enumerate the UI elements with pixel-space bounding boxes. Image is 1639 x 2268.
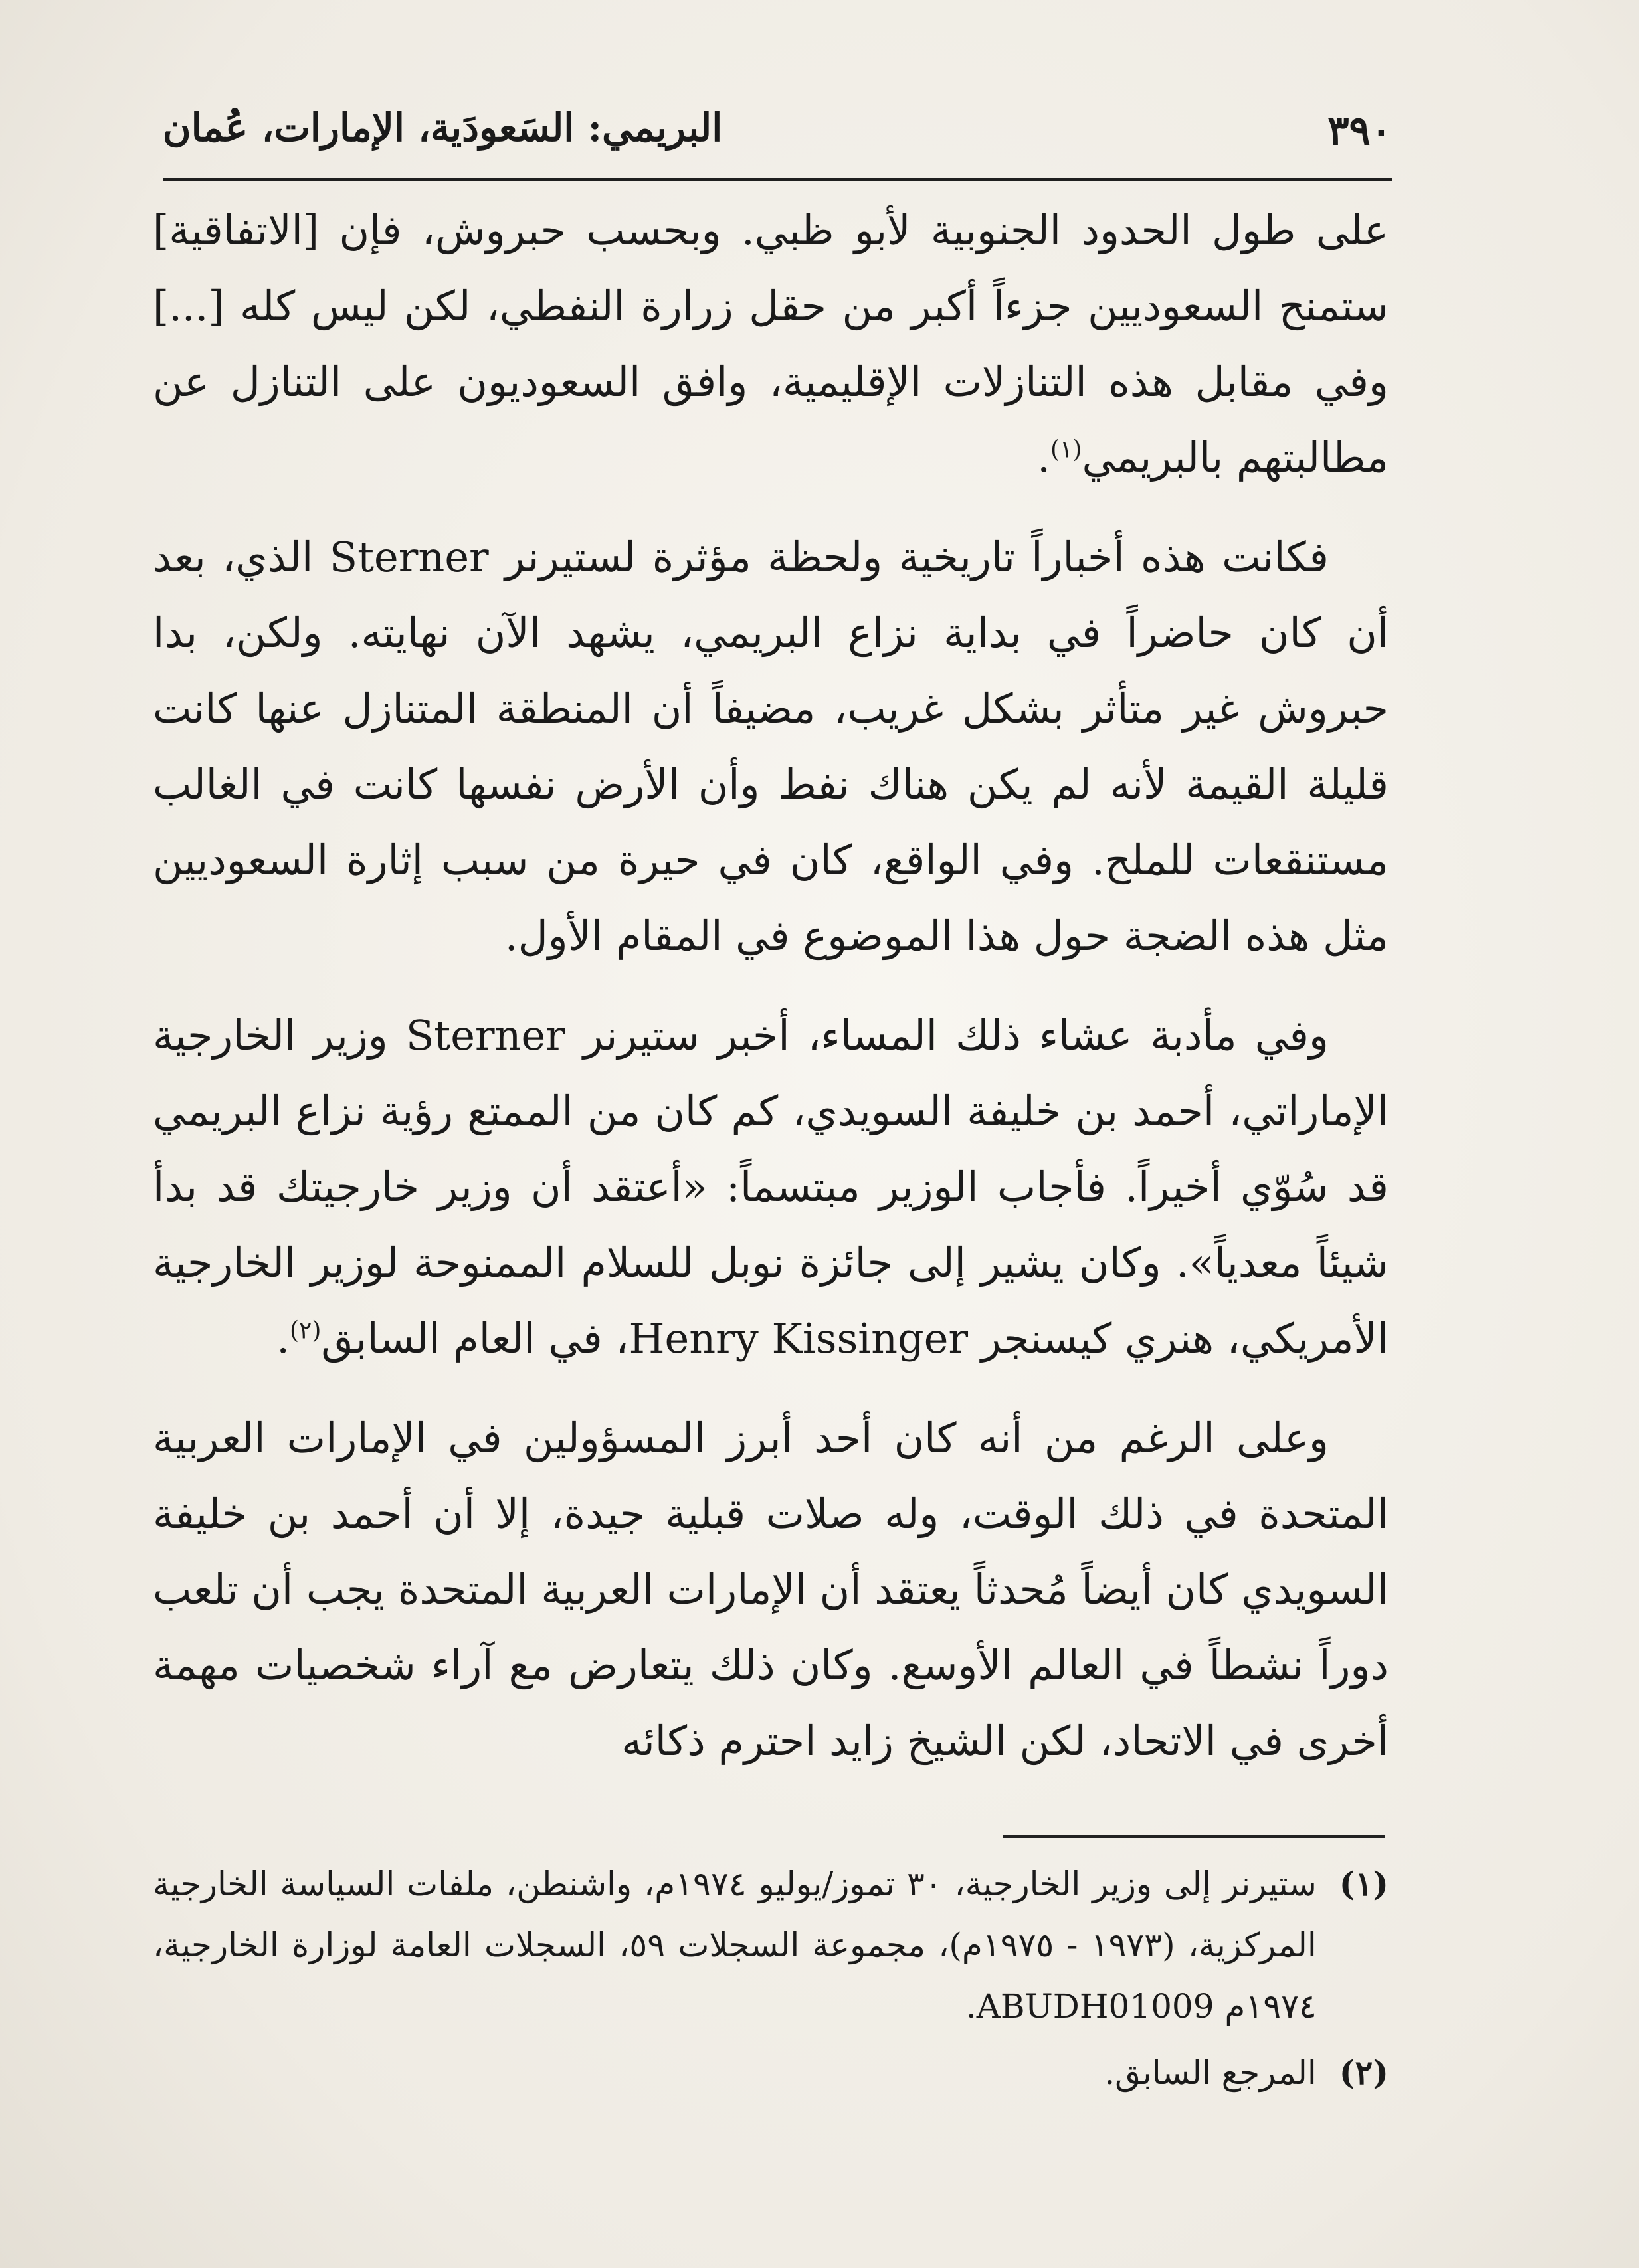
footnote-ref-1: (١) [1050, 436, 1082, 464]
paragraph-3 [153, 998, 1389, 1376]
page-number: ٣٩٠ [1327, 108, 1392, 154]
paragraph-3-end: . [276, 1314, 290, 1363]
paragraph-1-end: . [1037, 433, 1050, 482]
footnote-1-text: ستيرنر إلى وزير الخارجية، ٣٠ تموز/يوليو ١٩٧٤م، واشنطن، ملفات السياسة الخارجية المركزية، (١٩٧٣ - ١٩٧٥م)، مجموعة السجلات ٥٩، السجلات العامة لوزارة الخارجية، ١٩٧٤م ABUDH01009. [153, 1865, 1317, 2026]
footnotes [153, 1853, 1389, 2109]
footnote-2-number: (٢) [1339, 2053, 1389, 2092]
footnote-2-text: المرجع السابق. [1104, 2053, 1317, 2092]
footnote-ref-2: (٢) [289, 1317, 322, 1345]
running-header [163, 100, 1392, 181]
footnote-1 [153, 1853, 1389, 2037]
footnote-1-number: (١) [1339, 1864, 1389, 1903]
header-title: البريمي: السَعودَية، الإمارات، عُمان [163, 105, 723, 150]
paragraph-3-text: وفي مأدبة عشاء ذلك المساء، أخبر ستيرنر Sterner وزير الخارجية الإماراتي، أحمد بن خليفة السويدي، كم كان من الممتع رؤية نزاع البريمي قد سُوّي أخيراً. فأجاب الوزير مبتسماً: «أعتقد أن وزير خارجيتك قد بدأ شيئاً معدياً». وكان يشير إلى جائزة نوبل للسلام الممنوحة لوزير الخارجية الأمريكي، هنري كيسنجر Henry Kissinger، في العام السابق [153, 1011, 1389, 1363]
paragraph-4: وعلى الرغم من أنه كان أحد أبرز المسؤولين في الإمارات العربية المتحدة في ذلك الوقت، وله صلات قبلية جيدة، إلا أن أحمد بن خليفة السويدي كان أيضاً مُحدثاً يعتقد أن الإمارات العربية المتحدة يجب أن تلعب دوراً نشطاً في العالم الأوسع. وكان ذلك يتعارض مع آراء شخصيات مهمة أخرى في الاتحاد، لكن الشيخ زايد احترم ذكائه [153, 1414, 1389, 1765]
footnote-divider [1003, 1835, 1385, 1838]
paragraph-2: فكانت هذه أخباراً تاريخية ولحظة مؤثرة لستيرنر Sterner الذي، بعد أن كان حاضراً في بداية نزاع البريمي، يشهد الآن نهايته. ولكن، بدا حبروش غير متأثر بشكل غريب، مضيفاً أن المنطقة المتنازل عنها كانت قليلة القيمة لأنه لم يكن هناك نفط وأن الأرض نفسها كانت في الغالب مستنقعات للملح. وفي الواقع، كان في حيرة من سبب إثارة السعوديين مثل هذه الضجة حول هذا الموضوع في المقام الأول. [153, 533, 1389, 960]
paragraph-1 [153, 193, 1389, 496]
paragraph-1-text: على طول الحدود الجنوبية لأبو ظبي. وبحسب حبروش، فإن [الاتفاقية] ستمنح السعوديين جزءاً أكبر من حقل زرارة النفطي، لكن ليس كله [...] وفي مقابل هذه التنازلات الإقليمية، وافق السعوديون على التنازل عن مطالبتهم بالبريمي [153, 206, 1389, 482]
footnote-2 [153, 2042, 1389, 2103]
main-text [153, 193, 1389, 1803]
